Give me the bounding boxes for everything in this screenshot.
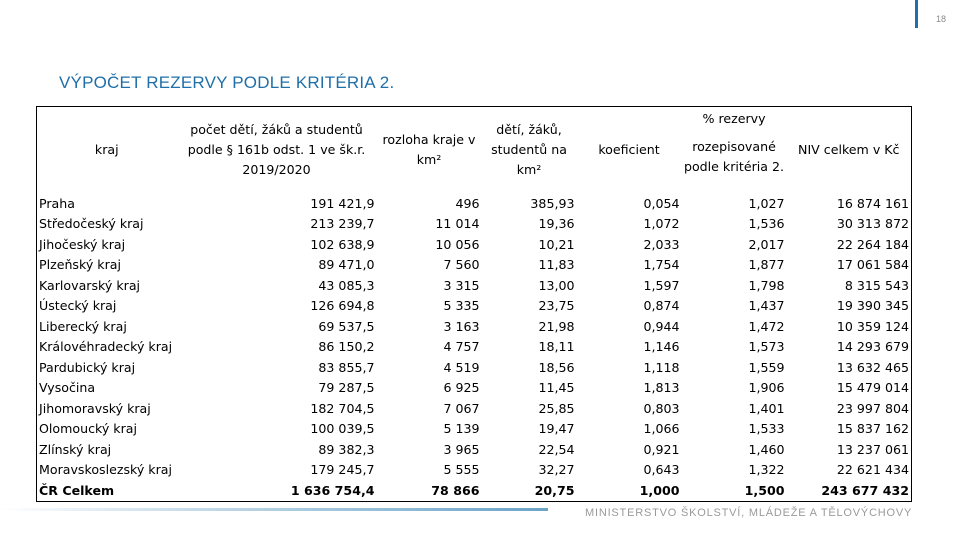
cell-niv: 243 677 432 (787, 480, 912, 501)
cell-pocet: 182 704,5 (310, 400, 375, 416)
cell-deti-na-km: 19,36 (538, 216, 575, 232)
cell-rezerva: 1,536 (748, 216, 785, 232)
cell-kraj: Jihočeský kraj (37, 234, 177, 255)
cell-pocet: 179 245,7 (310, 462, 375, 478)
cell-rozloha: 11 014 (435, 216, 480, 232)
header-koeficient: koeficient (577, 107, 682, 194)
cell-deti-na-km: 25,85 (538, 400, 575, 416)
table-row (37, 296, 912, 317)
cell-rezerva: 1,559 (748, 359, 785, 375)
cell-deti-na-km: 32,27 (538, 462, 575, 478)
cell-niv: 15 837 162 (787, 419, 912, 440)
cell-pocet: 1 636 754,4 (177, 480, 377, 501)
cell-kraj: Jihomoravský kraj (37, 398, 177, 419)
cell-rezerva: 1,798 (748, 277, 785, 293)
cell-deti-na-km: 19,47 (538, 421, 575, 437)
cell-rozloha: 78 866 (377, 480, 482, 501)
table-row (37, 337, 912, 358)
cell-rozloha: 4 519 (443, 359, 480, 375)
cell-pocet: 86 150,2 (318, 339, 375, 355)
cell-rozloha: 5 335 (443, 298, 480, 314)
cell-niv: 19 390 345 (787, 296, 912, 317)
cell-rezerva: 1,437 (748, 298, 785, 314)
reserve-table (36, 106, 912, 502)
cell-pocet: 79 287,5 (318, 380, 375, 396)
footer-divider (0, 508, 548, 511)
cell-deti-na-km: 10,21 (538, 236, 575, 252)
cell-kraj: Moravskoslezský kraj (37, 460, 177, 481)
cell-rezerva: 1,401 (748, 400, 785, 416)
cell-rozloha: 5 139 (443, 421, 480, 437)
cell-koeficient: 1,118 (643, 359, 680, 375)
cell-koeficient: 2,033 (643, 236, 680, 252)
cell-kraj: Středočeský kraj (37, 214, 177, 235)
cell-rozloha: 6 925 (443, 380, 480, 396)
cell-koeficient: 1,072 (643, 216, 680, 232)
cell-niv: 13 237 061 (787, 439, 912, 460)
table-row (37, 234, 912, 255)
cell-koeficient: 1,000 (577, 480, 682, 501)
table-row (37, 398, 912, 419)
cell-kraj: Plzeňský kraj (37, 255, 177, 276)
cell-kraj: Olomoucký kraj (37, 419, 177, 440)
cell-rozloha: 10 056 (435, 236, 480, 252)
cell-koeficient: 1,813 (643, 380, 680, 396)
cell-deti-na-km: 22,54 (538, 441, 575, 457)
header-rezerva (682, 107, 787, 194)
cell-rezerva: 1,322 (748, 462, 785, 478)
cell-koeficient: 1,146 (643, 339, 680, 355)
cell-kraj: Královéhradecký kraj (37, 337, 177, 358)
cell-koeficient: 0,054 (643, 195, 680, 211)
table-row (37, 357, 912, 378)
table-header-row (37, 107, 912, 194)
cell-pocet: 89 382,3 (318, 441, 375, 457)
cell-niv: 10 359 124 (787, 316, 912, 337)
header-rezerva-top: % rezervy (702, 111, 766, 126)
cell-rozloha: 7 067 (443, 400, 480, 416)
table-row (37, 275, 912, 296)
cell-kraj: Praha (37, 193, 177, 214)
cell-niv: 16 874 161 (787, 193, 912, 214)
cell-deti-na-km: 385,93 (530, 195, 575, 211)
cell-koeficient: 1,066 (643, 421, 680, 437)
cell-pocet: 126 694,8 (310, 298, 375, 314)
cell-koeficient: 0,874 (643, 298, 680, 314)
cell-niv: 22 621 434 (787, 460, 912, 481)
cell-niv: 30 313 872 (787, 214, 912, 235)
table-row (37, 255, 912, 276)
cell-kraj: Vysočina (37, 378, 177, 399)
page-number: 18 (935, 14, 946, 24)
cell-koeficient: 0,944 (643, 318, 680, 334)
cell-rezerva: 1,472 (748, 318, 785, 334)
table-row (37, 419, 912, 440)
table-row (37, 316, 912, 337)
cell-niv: 14 293 679 (787, 337, 912, 358)
cell-deti-na-km: 20,75 (482, 480, 577, 501)
cell-rezerva: 1,877 (748, 257, 785, 273)
cell-koeficient: 0,803 (643, 400, 680, 416)
cell-deti-na-km: 23,75 (538, 298, 575, 314)
cell-pocet: 191 421,9 (310, 195, 375, 211)
cell-niv: 15 479 014 (787, 378, 912, 399)
cell-koeficient: 1,754 (643, 257, 680, 273)
cell-rezerva: 1,027 (748, 195, 785, 211)
table-row (37, 460, 912, 481)
cell-pocet: 102 638,9 (310, 236, 375, 252)
table-row (37, 439, 912, 460)
cell-rozloha: 3 163 (443, 318, 480, 334)
cell-kraj: Ústecký kraj (37, 296, 177, 317)
cell-niv: 23 997 804 (787, 398, 912, 419)
table-total-row (37, 480, 912, 501)
cell-niv: 17 061 584 (787, 255, 912, 276)
cell-rozloha: 3 315 (443, 277, 480, 293)
cell-rezerva: 1,573 (748, 339, 785, 355)
cell-pocet: 89 471,0 (318, 257, 375, 273)
header-kraj: kraj (37, 107, 177, 194)
cell-rezerva: 1,533 (748, 421, 785, 437)
cell-rozloha: 5 555 (443, 462, 480, 478)
cell-pocet: 43 085,3 (318, 277, 375, 293)
cell-kraj: Zlínský kraj (37, 439, 177, 460)
cell-rezerva: 2,017 (748, 236, 785, 252)
table-row (37, 193, 912, 214)
cell-pocet: 83 855,7 (318, 359, 375, 375)
cell-kraj: Karlovarský kraj (37, 275, 177, 296)
header-pocet: počet dětí, žáků a studentů podle § 161b odst. 1 ve šk.r. 2019/2020 (177, 107, 377, 194)
header-rozloha: rozloha kraje v km² (377, 107, 482, 194)
cell-pocet: 69 537,5 (318, 318, 375, 334)
cell-deti-na-km: 11,83 (538, 257, 575, 273)
cell-koeficient: 1,597 (643, 277, 680, 293)
cell-pocet: 213 239,7 (310, 216, 375, 232)
cell-rozloha: 4 757 (443, 339, 480, 355)
cell-deti-na-km: 18,56 (538, 359, 575, 375)
cell-rezerva: 1,906 (748, 380, 785, 396)
header-rezerva-bottom: rozepisované podle kritéria 2. (683, 139, 784, 174)
header-deti-na-km: dětí, žáků, studentů na km² (482, 107, 577, 194)
cell-rozloha: 496 (455, 195, 480, 211)
cell-koeficient: 0,921 (643, 441, 680, 457)
accent-bar (915, 0, 918, 28)
cell-rezerva: 1,460 (748, 441, 785, 457)
page-title: VÝPOČET REZERVY PODLE KRITÉRIA 2. (59, 73, 395, 92)
ministry-logo-text: MINISTERSTVO ŠKOLSTVÍ, MLÁDEŽE A TĚLOVÝCHOVY (585, 507, 913, 519)
cell-deti-na-km: 11,45 (538, 380, 575, 396)
cell-niv: 13 632 465 (787, 357, 912, 378)
table-body (37, 193, 912, 501)
cell-rozloha: 7 560 (443, 257, 480, 273)
cell-pocet: 100 039,5 (310, 421, 375, 437)
cell-niv: 8 315 543 (787, 275, 912, 296)
header-niv: NIV celkem v Kč (787, 107, 912, 194)
table-row (37, 378, 912, 399)
cell-kraj: Liberecký kraj (37, 316, 177, 337)
cell-kraj: Pardubický kraj (37, 357, 177, 378)
cell-niv: 22 264 184 (787, 234, 912, 255)
cell-deti-na-km: 13,00 (538, 277, 575, 293)
table-row (37, 214, 912, 235)
cell-rozloha: 3 965 (443, 441, 480, 457)
cell-kraj: ČR Celkem (37, 480, 177, 501)
cell-deti-na-km: 21,98 (538, 318, 575, 334)
cell-rezerva: 1,500 (682, 480, 787, 501)
cell-deti-na-km: 18,11 (538, 339, 575, 355)
cell-koeficient: 0,643 (643, 462, 680, 478)
